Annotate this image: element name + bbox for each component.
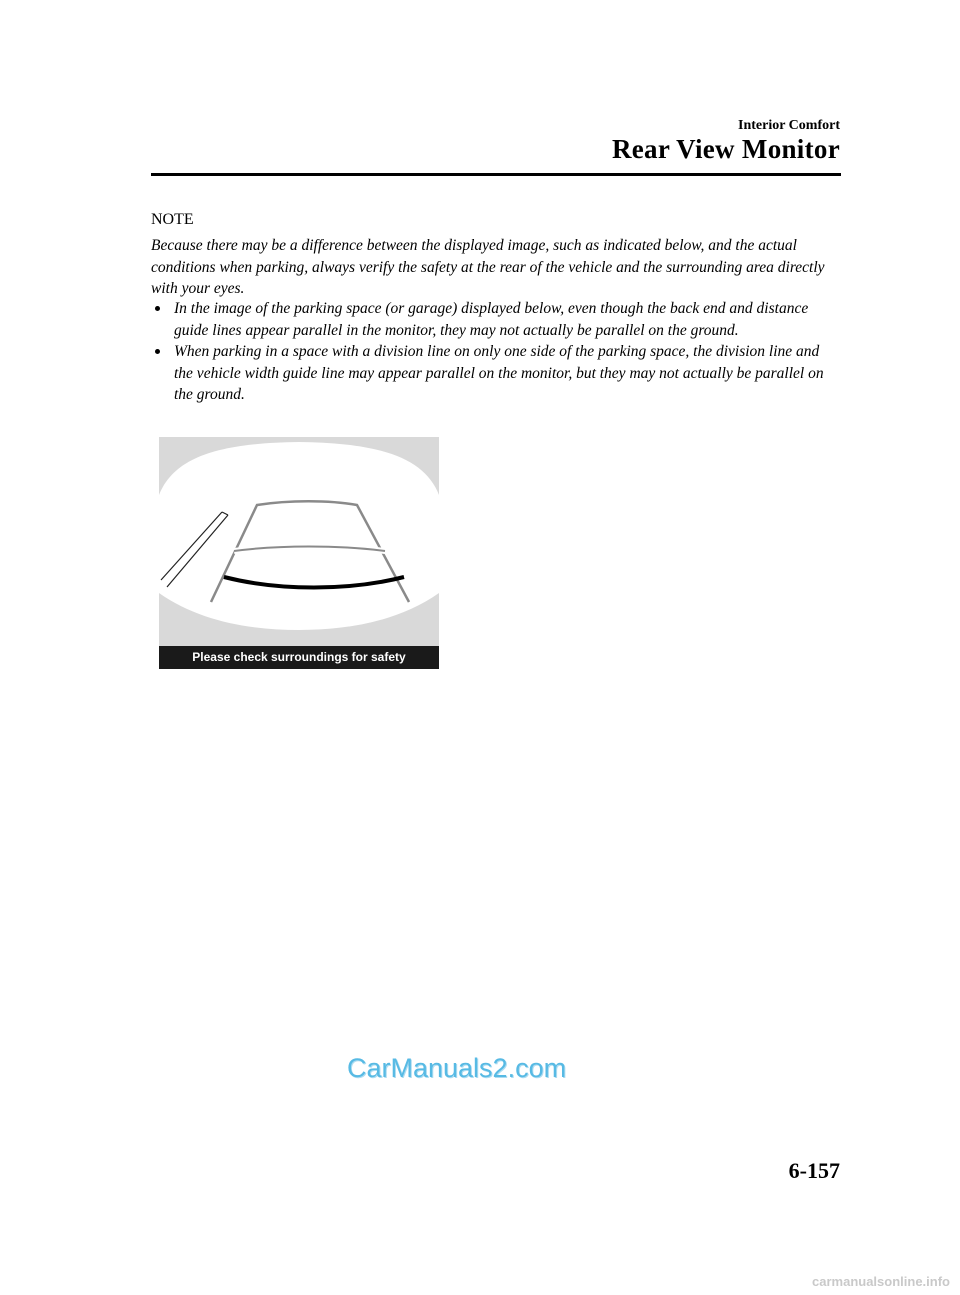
page-title: Rear View Monitor <box>611 134 840 164</box>
page-number: 6-157 <box>788 1158 840 1183</box>
bullet-icon <box>155 349 160 354</box>
bullet-icon <box>155 306 160 311</box>
note-body: Because there may be a difference between the displayed image, such as indicated below, and the actual conditions when parking, always verify the safety at the rear of the vehicle and the surrounding area directly with your eyes. <box>151 237 825 297</box>
rear-view-monitor-illustration <box>159 437 439 669</box>
note-bullet-list <box>151 298 841 406</box>
watermark-site: carmanualsonline.info <box>812 1274 950 1289</box>
bullet-text: When parking in a space with a division line on only one side of the parking space, the division line and the vehicle width guide line may appear parallel on the monitor, but they may not actually be parallel on the ground. <box>174 343 824 403</box>
watermark-logo: CarManuals2.com <box>347 1053 567 1083</box>
monitor-image <box>159 437 439 669</box>
list-item <box>151 341 841 406</box>
bullet-text: In the image of the parking space (or garage) displayed below, even though the back end and distance guide lines appear parallel in the monitor, they may not actually be parallel on the ground. <box>174 300 809 339</box>
section-label: Interior Comfort <box>738 118 840 133</box>
list-item <box>151 298 841 341</box>
monitor-caption: Please check surroundings for safety <box>159 646 439 669</box>
note-heading: NOTE <box>151 211 194 228</box>
title-rule <box>151 173 841 176</box>
